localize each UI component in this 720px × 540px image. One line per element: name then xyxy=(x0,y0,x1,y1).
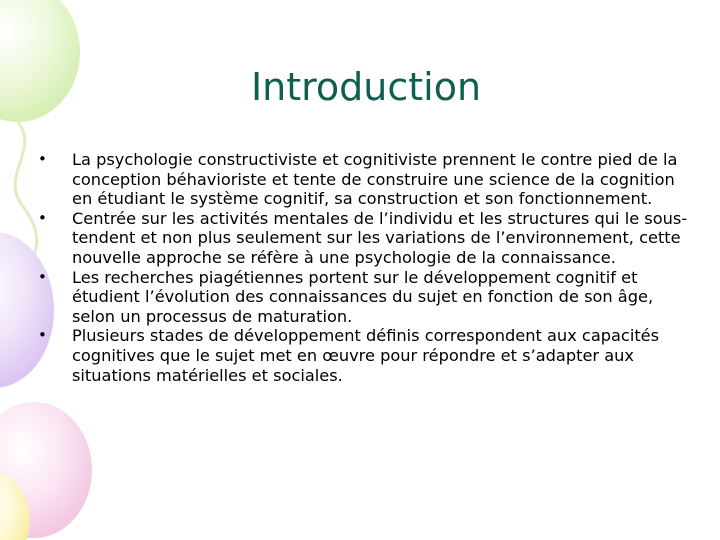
bullet-item xyxy=(38,209,692,268)
bullet-item xyxy=(38,268,692,327)
bullet-marker: • xyxy=(38,150,47,168)
bullet-marker: • xyxy=(38,326,47,345)
bullet-text: Plusieurs stades de développement définis correspondent aux capacités cognitives que le sujet met en œuvre pour répondre et s’adapter aux situations matérielles et sociales. xyxy=(72,326,660,385)
bullet-marker: • xyxy=(38,208,47,227)
bullet-list xyxy=(38,150,692,385)
slide-title: Introduction xyxy=(250,65,482,109)
bullet-marker: • xyxy=(38,267,47,286)
bullet-text: Centrée sur les activités mentales de l’individu et les structures qui le sous-tendent et non plus seulement sur les variations de l’environnement, cette nouvelle approche se réfère à une psychologie de la connaissance. xyxy=(72,208,688,267)
bullet-item xyxy=(38,326,692,385)
bullet-text: Les recherches piagétiennes portent sur le développement cognitif et étudient l’évolution des connaissances du sujet en fonction de son âge, selon un processus de maturation. xyxy=(72,267,654,326)
bullet-text: La psychologie constructiviste et cognitiviste prennent le contre pied de la conception béhavioriste et tente de construire une science de la cognition en étudiant le système cognitif, sa construction et son fonctionnement. xyxy=(72,150,678,209)
bullet-item xyxy=(38,150,692,209)
